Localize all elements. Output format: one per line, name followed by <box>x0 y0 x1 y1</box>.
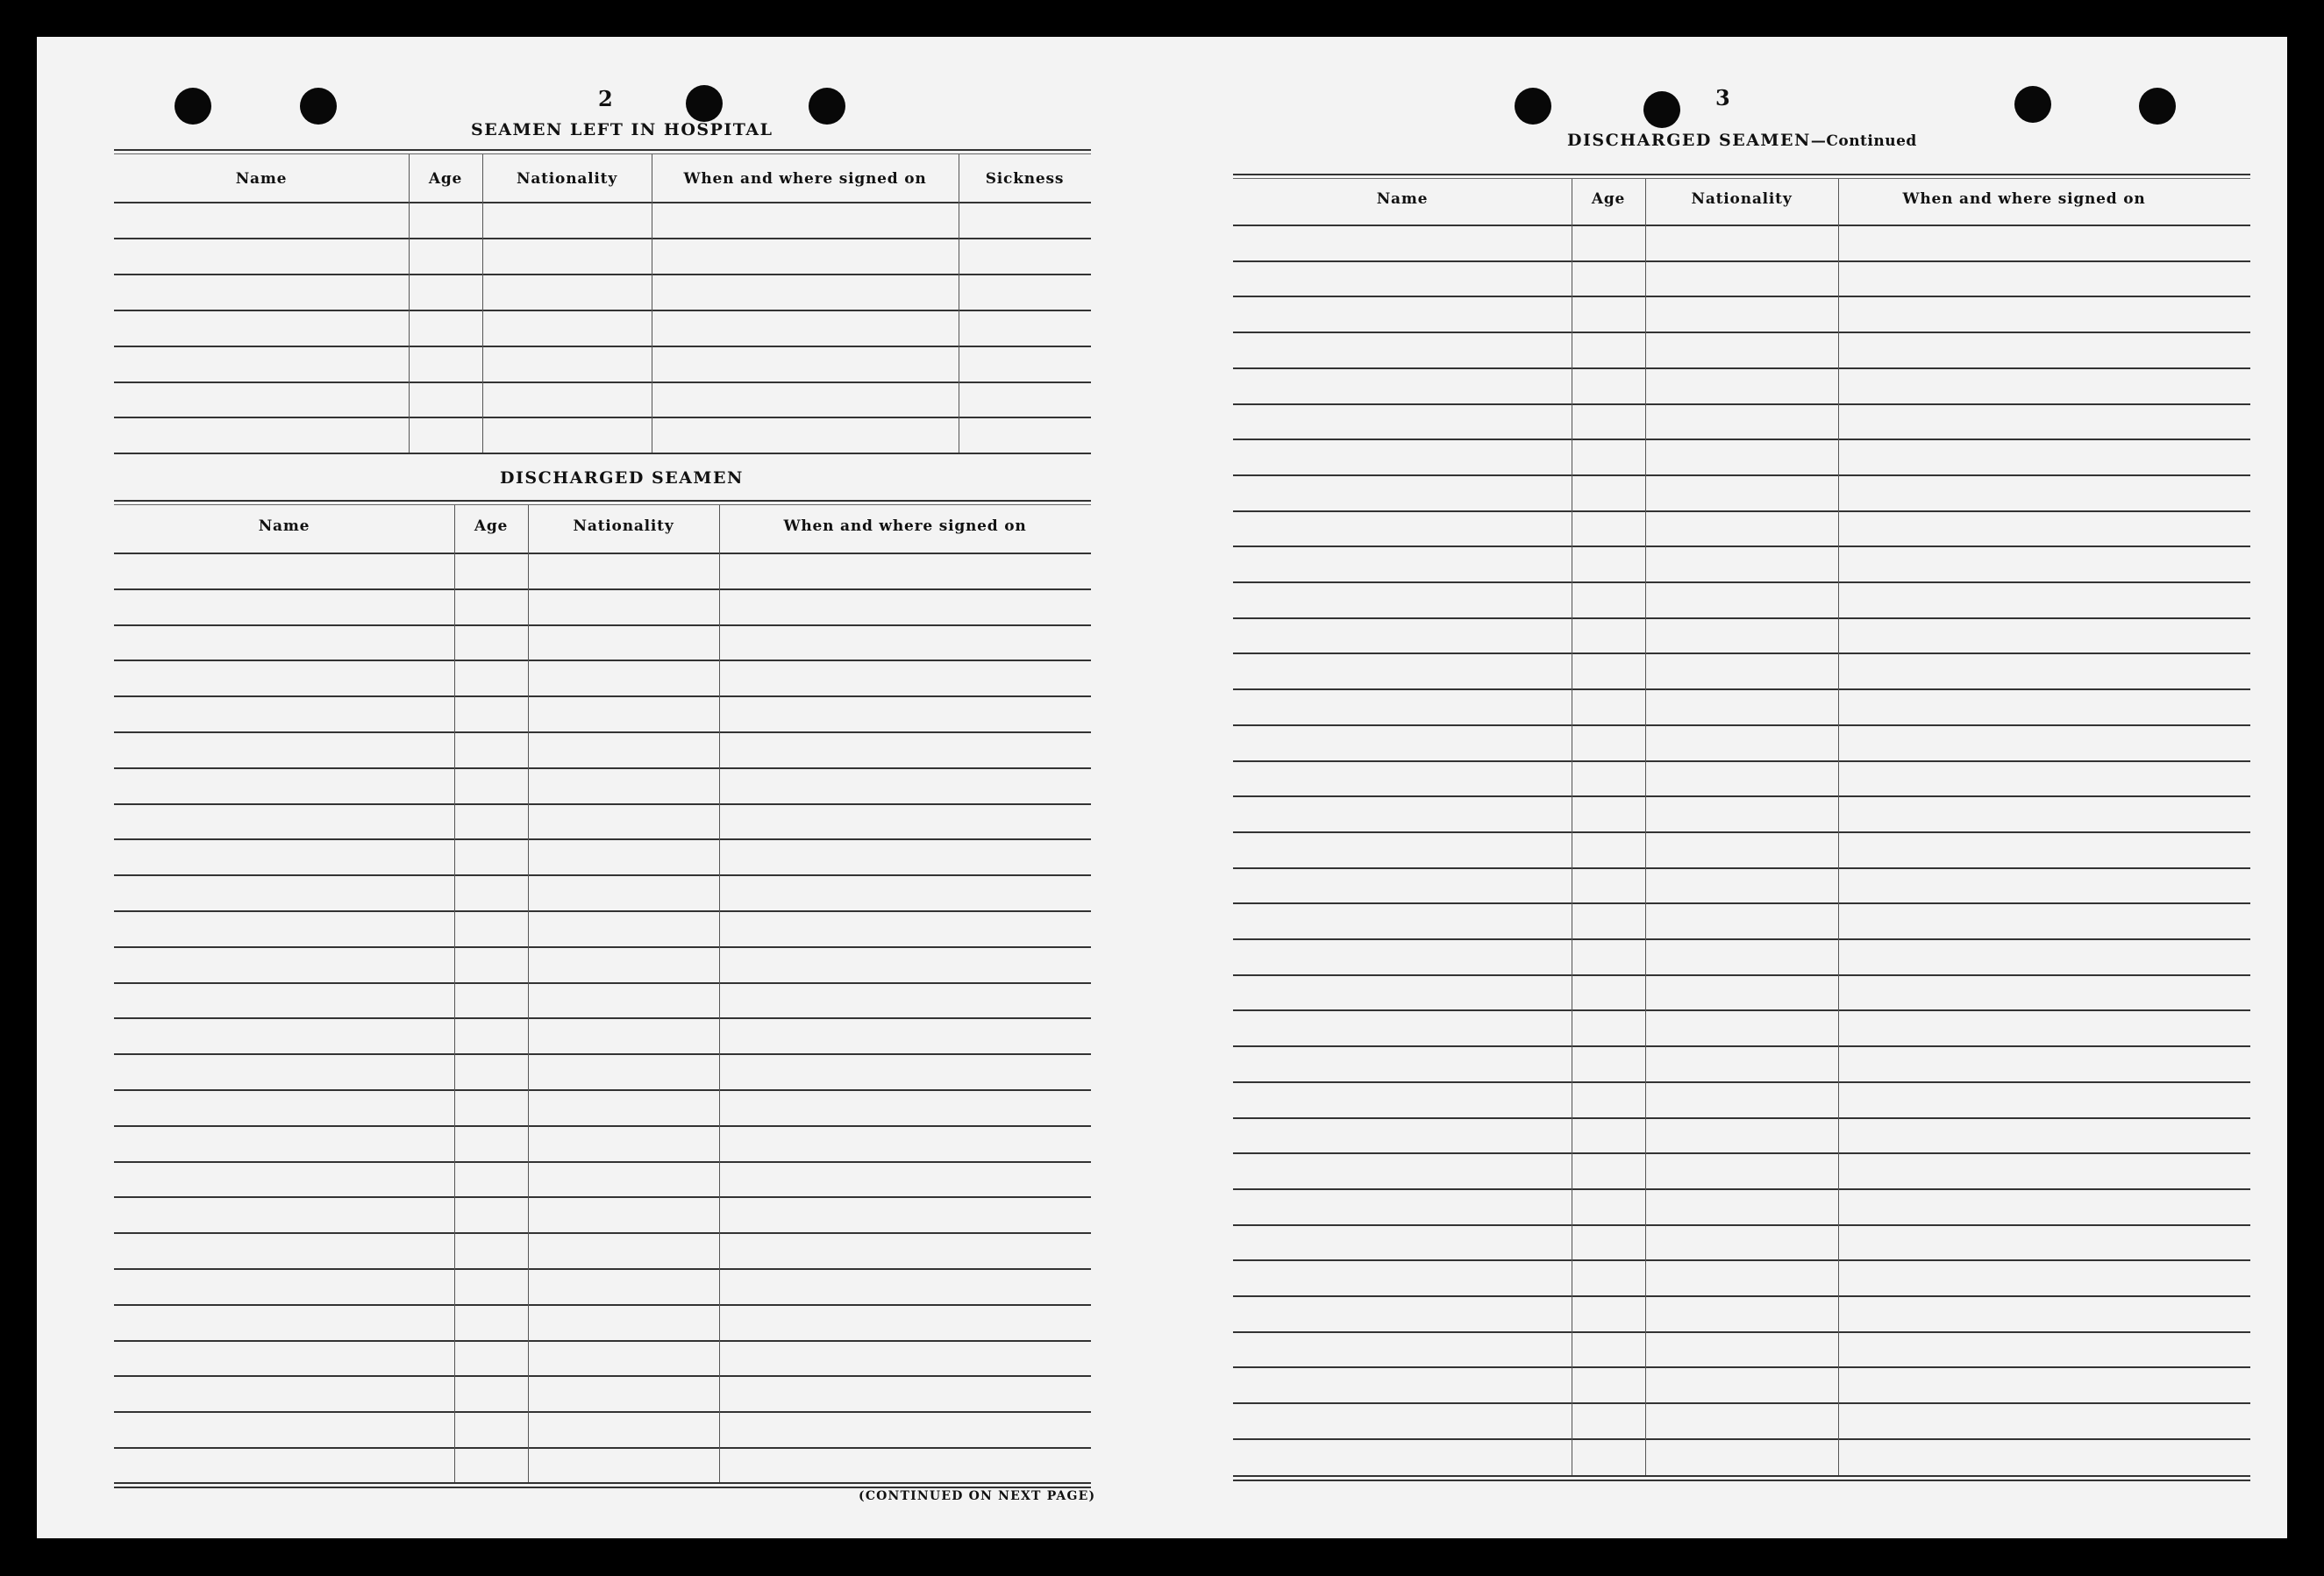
rule-line <box>1233 474 2250 476</box>
rule-line <box>1233 617 2250 619</box>
continued-col-nationality: Nationality <box>1691 190 1793 208</box>
rule-line <box>114 1340 1091 1342</box>
rule-line <box>114 1053 1091 1055</box>
continued-suffix: —Continued <box>1810 132 1917 150</box>
rule-line <box>1233 1366 2250 1368</box>
rule-line <box>114 500 1091 502</box>
discharged-col-signed-on: When and where signed on <box>783 517 1027 535</box>
binder-hole <box>300 88 337 125</box>
continued-col-age: Age <box>1591 190 1626 208</box>
discharged-col-name: Name <box>258 517 310 535</box>
column-divider <box>482 154 483 453</box>
rule-line <box>114 149 1091 151</box>
rule-line <box>114 382 1091 383</box>
rule-line <box>114 1411 1091 1413</box>
rule-line <box>1233 1045 2250 1047</box>
column-divider <box>528 505 529 1482</box>
hospital-col-name: Name <box>235 170 288 188</box>
rule-line <box>114 1268 1091 1270</box>
rule-line <box>1233 831 2250 833</box>
rule-line <box>114 504 1091 505</box>
rule-line <box>114 1375 1091 1377</box>
rule-line <box>114 874 1091 876</box>
rule-line <box>1233 1081 2250 1083</box>
rule-line <box>1233 403 2250 405</box>
rule-line <box>114 310 1091 311</box>
rule-line <box>1233 1009 2250 1011</box>
rule-line <box>1233 938 2250 940</box>
binder-hole <box>1643 91 1680 128</box>
rule-line <box>114 695 1091 697</box>
rule-line <box>114 1125 1091 1127</box>
page-number-right: 3 <box>1715 85 1730 111</box>
rule-line <box>114 731 1091 733</box>
rule-line <box>114 453 1091 454</box>
rule-line <box>1233 1259 2250 1261</box>
rule-line <box>114 417 1091 418</box>
rule-line <box>1233 510 2250 512</box>
binder-hole <box>1515 88 1551 125</box>
rule-line <box>1233 974 2250 976</box>
rule-line <box>1233 1188 2250 1190</box>
rule-line <box>114 1232 1091 1234</box>
rule-line <box>114 238 1091 239</box>
discharged-continued-title <box>1567 131 1917 150</box>
hospital-col-signed-on: When and where signed on <box>683 170 927 188</box>
rule-line <box>1233 795 2250 797</box>
rule-line <box>1233 1295 2250 1297</box>
rule-line <box>1233 178 2250 179</box>
binder-hole <box>809 88 845 125</box>
rule-line <box>1233 902 2250 904</box>
rule-line <box>1233 1152 2250 1154</box>
rule-line <box>114 1017 1091 1019</box>
rule-line <box>1233 174 2250 175</box>
rule-line <box>114 153 1091 154</box>
rule-line <box>1233 1438 2250 1440</box>
column-divider <box>1645 179 1646 1475</box>
rule-line <box>114 624 1091 626</box>
rule-line <box>114 1487 1091 1488</box>
rule-line <box>1233 688 2250 690</box>
rule-line <box>1233 867 2250 869</box>
binder-hole <box>686 85 723 122</box>
binder-hole <box>2014 86 2051 123</box>
rule-line <box>114 1304 1091 1306</box>
rule-line <box>1233 296 2250 297</box>
column-divider <box>454 505 455 1482</box>
discharged-continued-title-main: DISCHARGED SEAMEN <box>1567 131 1811 150</box>
rule-line <box>114 982 1091 984</box>
rule-line <box>1233 1224 2250 1226</box>
rule-line <box>1233 1117 2250 1119</box>
page-number-left: 2 <box>598 86 613 111</box>
hospital-section-title: SEAMEN LEFT IN HOSPITAL <box>471 120 773 139</box>
rule-line <box>1233 439 2250 440</box>
rule-line <box>1233 581 2250 583</box>
hospital-col-age: Age <box>428 170 463 188</box>
rule-line <box>1233 1331 2250 1333</box>
rule-line <box>114 1447 1091 1449</box>
rule-line <box>114 910 1091 912</box>
rule-line <box>114 1089 1091 1091</box>
rule-line <box>1233 724 2250 726</box>
hospital-col-nationality: Nationality <box>516 170 618 188</box>
continued-col-signed-on: When and where signed on <box>1902 190 2146 208</box>
rule-line <box>1233 653 2250 654</box>
rule-line <box>114 553 1091 554</box>
rule-line <box>114 1196 1091 1198</box>
continued-note: (CONTINUED ON NEXT PAGE) <box>859 1489 1096 1503</box>
rule-line <box>114 274 1091 275</box>
rule-line <box>1233 367 2250 369</box>
rule-line <box>1233 260 2250 262</box>
rule-line <box>114 803 1091 805</box>
discharged-col-age: Age <box>474 517 509 535</box>
document-paper <box>37 37 2287 1538</box>
rule-line <box>114 660 1091 661</box>
rule-line <box>114 346 1091 347</box>
continued-col-name: Name <box>1376 190 1429 208</box>
rule-line <box>114 838 1091 840</box>
binder-hole <box>2139 88 2176 125</box>
hospital-col-sickness: Sickness <box>985 170 1065 188</box>
column-divider <box>719 505 720 1482</box>
rule-line <box>114 588 1091 590</box>
rule-line <box>114 767 1091 769</box>
column-divider <box>409 154 410 453</box>
rule-line <box>1233 332 2250 333</box>
rule-line <box>114 946 1091 948</box>
column-divider <box>1838 179 1839 1475</box>
rule-line <box>1233 546 2250 547</box>
rule-line <box>114 1161 1091 1163</box>
binder-hole <box>175 88 211 125</box>
rule-line <box>1233 1475 2250 1477</box>
rule-line <box>1233 760 2250 762</box>
discharged-col-nationality: Nationality <box>573 517 674 535</box>
rule-line <box>114 202 1091 203</box>
rule-line <box>114 1482 1091 1484</box>
rule-line <box>1233 1402 2250 1404</box>
discharged-section-title: DISCHARGED SEAMEN <box>500 468 744 488</box>
rule-line <box>1233 1480 2250 1481</box>
rule-line <box>1233 225 2250 226</box>
